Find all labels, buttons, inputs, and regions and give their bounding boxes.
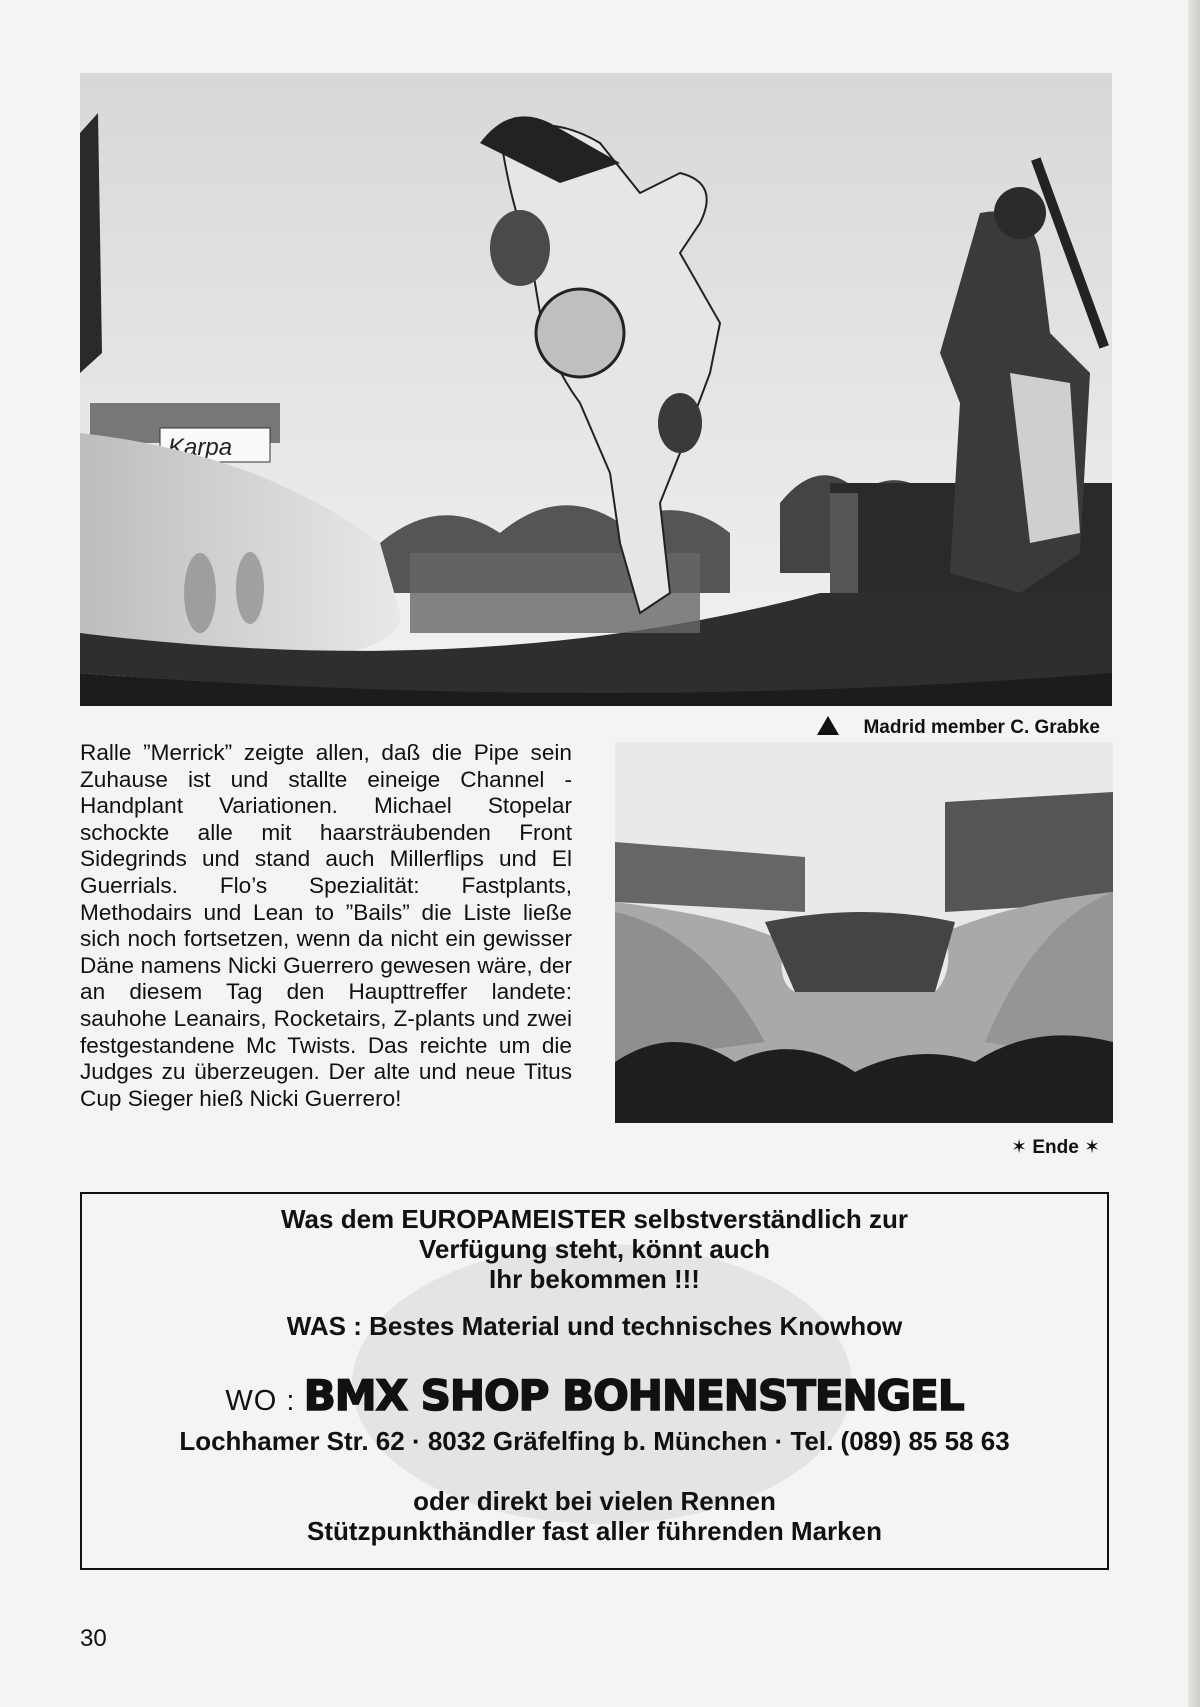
article-paragraph: Ralle ”Merrick” zeigte allen, daß die Pipe sein Zuhause ist und stallte eineige Channel - Handplant Variationen. Michael Stopelar schockte alle mit haarsträubenden Front Sidegrinds und stand auch Millerflips und El Guerrials. Flo’s Spezialität: Fastplants, Methodairs und Lean to ”Bails” die Liste ließe sich noch fortsetzen, wenn da nicht ein gewisser Däne namens Nicki Guerrero gewesen wäre, der an diesem Tag den Haupttreffer landete: sauhohe Leanairs, Rocketairs, Z-plants und zwei festgestandene Mc Twists. Das reichte um die Judges zu überzeugen. Der alte und neue Titus Cup Sieger hieß Nicki Guerrero! [80,740,572,1111]
photo-caption [790,716,1100,739]
half-pipe-crowd-photo [615,742,1113,1123]
ad-was-line: WAS : Bestes Material und technisches Knowhow [286,1311,903,1341]
ad-headline-line-2: Verfügung steht, könnt auch [418,1234,770,1264]
ad-closing-line-2: Stützpunkthändler fast aller führenden Marken [307,1516,882,1546]
ad-address: Lochhamer Str. 62 · 8032 Gräfelfing b. München · Tel. (089) 85 58 63 [179,1426,1010,1456]
photo-caption-text: Madrid member C. Grabke [863,717,1100,738]
ad-closing [82,1486,1107,1546]
page-edge [1188,0,1200,1707]
triangle-pointer-icon [817,716,839,735]
page-number: 30 [80,1625,107,1652]
end-marker: ✶ Ende ✶ [1011,1137,1100,1158]
ad-headline-line-3: Ihr bekommen !!! [489,1264,700,1294]
ad-wo-label: WO : [225,1385,296,1417]
ad-wo-line [82,1371,1107,1423]
ad-headline [82,1204,1107,1294]
ad-closing-line-1: oder direkt bei vielen Rennen [413,1486,776,1516]
ramp-banner-text: Karpa [168,434,233,461]
skater-handplant-photo [80,73,1112,706]
ad-headline-line-1: Was dem EUROPAMEISTER selbstverständlich zur [280,1204,909,1234]
ad-shop-name: BMX SHOP BOHNENSTENGEL [303,1371,964,1420]
article-body [80,740,572,1112]
bmx-shop-advertisement [80,1192,1109,1570]
